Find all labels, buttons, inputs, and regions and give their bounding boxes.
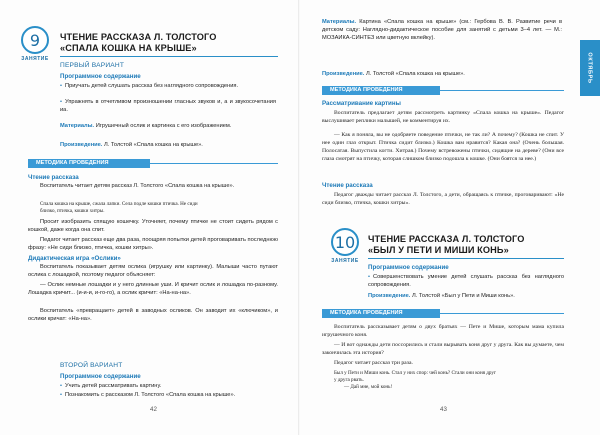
month-tab-label: ОКТЯБРЬ — [587, 52, 593, 84]
program-bullet: • Познакомить с рассказом Л. Толстого «Спала кошка на крыше». — [60, 391, 276, 399]
method-bar-line — [440, 90, 564, 91]
story-quote — [334, 370, 564, 391]
story-quote — [40, 201, 280, 215]
lesson-title — [60, 32, 216, 53]
title-rule — [368, 258, 564, 259]
lesson-label: ЗАНЯТИЕ — [21, 56, 49, 62]
paragraph: Педагог читает рассказ три раза. — [334, 360, 413, 366]
paragraph: — И вот однажды дети поссорились и стали вырывать коня друг у друга. Как вы думаете, чем закончилась эта история? — [322, 342, 564, 356]
paragraph: Воспитатель «превращает» детей в заводных осликов. Он заводит их «ключиком», и ослики кричат: «На-на». — [28, 308, 278, 322]
work-text: Л. Толстой «Спала кошка на крыше». — [104, 142, 203, 148]
method-bar: МЕТОДИКА ПРОВЕДЕНИЯ — [322, 309, 440, 318]
paragraph: — Ослик немные лошадки и у него длинные уши. И кричит ослик и лошадка по-разному. Лошадка кричит... (и-и-и, и-го-го), а ослик кричит: «На-на-на». — [28, 282, 278, 296]
story-line: Был у Пети и Миши конь. Стал у них спор: чей конь? Стали они коня друг — [334, 370, 497, 376]
month-tab — [580, 40, 600, 96]
picture-heading: Рассматривание картины — [322, 100, 401, 107]
reading-heading: Чтение рассказа — [322, 182, 373, 189]
page-number: 43 — [440, 406, 447, 413]
program-heading: Программное содержание — [368, 264, 449, 271]
title-rule — [60, 56, 278, 57]
story-line: Спала кошка на крыше, сжала лапки. Села подле кошки птичка. Не сиди — [40, 201, 198, 207]
reading-heading: Чтение рассказа — [28, 174, 79, 181]
materials-text: Игрушечный ослик и картинка с его изображением. — [95, 123, 232, 129]
paragraph: Педагог читает рассказ еще два раза, поощряя попытки детей проговаривать последнюю фразу: «Не сиди близко, птичка, кошки хитры». — [28, 237, 278, 251]
paragraph: Воспитатель рассказывает детям о двух братьях — Пете и Мише, которым мама купила игрушечного коня. — [322, 324, 564, 338]
work-label: Произведение. — [60, 142, 103, 148]
title-line-2: «БЫЛ У ПЕТИ И МИШИ КОНЬ» — [368, 244, 509, 255]
lesson-badge — [330, 228, 360, 264]
method-bar-line — [150, 163, 278, 164]
materials-label: Материалы. — [60, 123, 95, 129]
paragraph: Воспитатель читает детям рассказ Л. Толстого «Спала кошка на крыше». — [40, 183, 235, 189]
work-line — [322, 70, 562, 78]
program-heading: Программное содержание — [60, 373, 141, 380]
work-line — [60, 141, 276, 149]
variant-heading: ПЕРВЫЙ ВАРИАНТ — [60, 62, 125, 69]
story-line: — Дай мне, мой конь! — [344, 384, 393, 390]
title-line-1: ЧТЕНИЕ РАССКАЗА Л. ТОЛСТОГО — [368, 234, 525, 244]
program-bullet: • Совершенствовать умение детей слушать рассказ без наглядного сопровождения. — [368, 273, 564, 289]
lesson-badge — [20, 26, 50, 62]
story-line: близко, птичка, кошки хитры. — [40, 208, 105, 214]
title-line-2: «СПАЛА КОШКА НА КРЫШЕ» — [60, 42, 197, 53]
page-number: 42 — [150, 406, 157, 413]
program-heading: Программное содержание — [60, 73, 141, 80]
materials-line — [60, 122, 276, 130]
paragraph: Педагог дважды читает рассказ Л. Толстого, а дети, обращаясь к птичке, проговаривают: «Не сиди близко, птичка, кошки хитры». — [322, 192, 564, 206]
lesson-number: 10 — [331, 228, 359, 256]
program-bullet: • Учить детей рассматривать картину. — [60, 382, 276, 390]
paragraph: Воспитатель предлагает детям рассмотреть картинку «Спала кошка на крыше». Педагог выслушивает реплики малышей, не комментируя их. — [322, 110, 564, 124]
program-bullet: • Приучать детей слушать рассказ без наглядного сопровождения. — [60, 82, 276, 90]
materials-label: Материалы. — [322, 19, 357, 25]
lesson-number: 9 — [21, 26, 49, 54]
work-text: Л. Толстой «Спала кошка на крыше». — [366, 71, 465, 77]
variant-heading: ВТОРОЙ ВАРИАНТ — [60, 362, 123, 369]
materials-line — [322, 18, 562, 42]
work-text: Л. Толстой «Был у Пети и Миши конь». — [412, 293, 515, 299]
title-line-1: ЧТЕНИЕ РАССКАЗА Л. ТОЛСТОГО — [60, 32, 217, 42]
paragraph: Просит изобразить спящую кошечку. Уточняет, почему птичке не стоит сидеть рядом с кошкой, даже когда она спит. — [28, 219, 278, 233]
lesson-label: ЗАНЯТИЕ — [331, 258, 359, 264]
method-bar-line — [440, 313, 564, 314]
work-label: Произведение. — [368, 293, 411, 299]
lesson-title — [368, 234, 524, 255]
method-bar: МЕТОДИКА ПРОВЕДЕНИЯ — [322, 86, 440, 95]
program-bullet: • Упражнять в отчетливом произношении гласных звуков и, а и звукосочетания иа. — [60, 98, 276, 114]
work-line — [368, 292, 564, 300]
paragraph: — Как я поняла, вы не одобряете поведение птички, не так ли? А почему? (Кошка не спит. У нее один глаз открыт. Птичка сидит близко.) Кошка вам нравится? Какая она? (Очень большая. Полосатая. Выпустила когти. Хитрая.) Почему встревожены птички, сидящие на дереве? (Они все глаза смотрят на птичку, которая слишком близко подошла к кошке. (Они боятся за нее.) — [322, 132, 564, 162]
game-heading: Дидактическая игра «Ослики» — [28, 255, 121, 262]
method-bar: МЕТОДИКА ПРОВЕДЕНИЯ — [28, 159, 150, 168]
materials-text: Картина «Спала кошка на крыше» (см.: Гербова В. В. Развитие речи в детском саду: Наглядно-дидактическое пособие для занятий с детьми 3–4 лет. — М.: МОЗАИКА-СИНТЕЗ или цветную вклейку). — [322, 19, 562, 41]
work-label: Произведение. — [322, 71, 365, 77]
story-line: у друга рвать. — [334, 377, 364, 383]
paragraph: Воспитатель показывает детям ослика (игрушку или картинку). Малыши часто путают ослика с лошадкой, поэтому педагог объясняет: — [28, 264, 278, 278]
right-page — [300, 0, 600, 435]
